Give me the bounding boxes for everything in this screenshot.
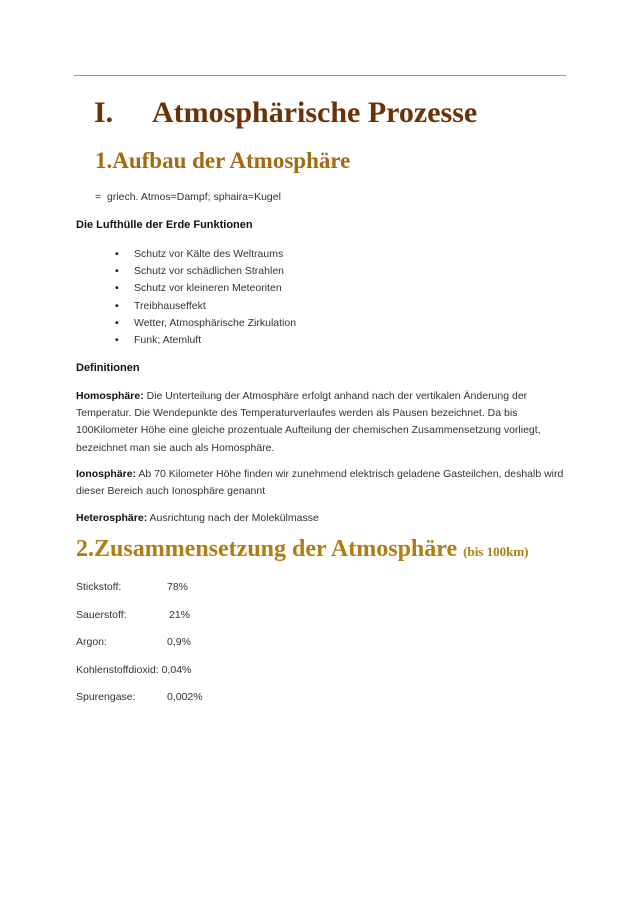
definition-homosphaere [76,388,564,457]
definition-text: Die Unterteilung der Atmosphäre erfolgt anhand nach der vertikalen Änderung der Temperatur. Die Wendepunkte des Temperaturverlaufes werden als Pausen bezeichnet. Da bis 100Kilometer Höhe eine gleiche prozentuale Aufteilung der chemischen Zusammensetzung vorliegt, bezeichnet man sie auch als Homosphäre. [76,390,541,454]
composition-row [76,609,203,637]
definition-text: Ausrichtung nach der Molekülmasse [147,512,319,524]
etymology-text: griech. Atmos=Dampf; sphaira=Kugel [107,191,281,203]
component-value: 0,9% [167,636,191,649]
component-label: Stickstoff: [76,581,122,593]
composition-list [76,581,203,719]
etymology-line [95,191,281,203]
chapter-title: Atmosphärische Prozesse [152,96,478,129]
component-label: Argon: [76,636,107,649]
list-item: • Funk; Atemluft [115,334,296,351]
component-label: Sauerstoff: [76,608,127,621]
composition-row [76,691,203,719]
functions-heading: Die Lufthülle der Erde Funktionen [76,219,253,231]
definition-term: Ionosphäre: [76,468,137,480]
list-item: • Schutz vor Kälte des Weltraums [115,248,296,265]
component-value: 78% [167,581,189,593]
chapter-number: I. [94,96,114,129]
list-item: • Wetter, Atmosphärische Zirkulation [115,317,296,334]
definition-heterosphaere [76,510,564,527]
header-rule [74,75,566,76]
component-value: 21% [169,608,191,621]
list-item: • Schutz vor kleineren Meteoriten [115,282,296,299]
definition-text: Ab 70 Kilometer Höhe finden wir zunehmend elektrisch geladene Gasteilchen, deshalb wird dieser Bereich auch Ionosphäre genannt [76,468,564,498]
component-label: Kohlenstoffdioxid: [76,663,159,676]
definition-ionosphaere [76,466,564,500]
composition-row [76,581,203,609]
definitions-heading: Definitionen [76,362,140,374]
component-label: Spurengase: [76,691,136,704]
composition-row [76,636,203,664]
etymology-symbol: = [95,191,102,203]
functions-list [115,248,296,351]
component-value: 0,04% [161,663,192,676]
chapter-heading [94,96,477,130]
section-1-title: 1.Aufbau der Atmosphäre [95,148,351,173]
section-2-title [76,536,529,563]
composition-row [76,664,203,692]
definition-term: Heterosphäre: [76,512,148,524]
section-2-title-suffix: (bis 100km) [463,544,529,559]
section-2-title-text: 2.Zusammensetzung der Atmosphäre [76,536,458,562]
component-value: 0,002% [167,691,203,704]
definition-term: Homosphäre: [76,390,144,402]
list-item: • Schutz vor schädlichen Strahlen [115,265,296,282]
list-item: • Treibhauseffekt [115,300,296,317]
